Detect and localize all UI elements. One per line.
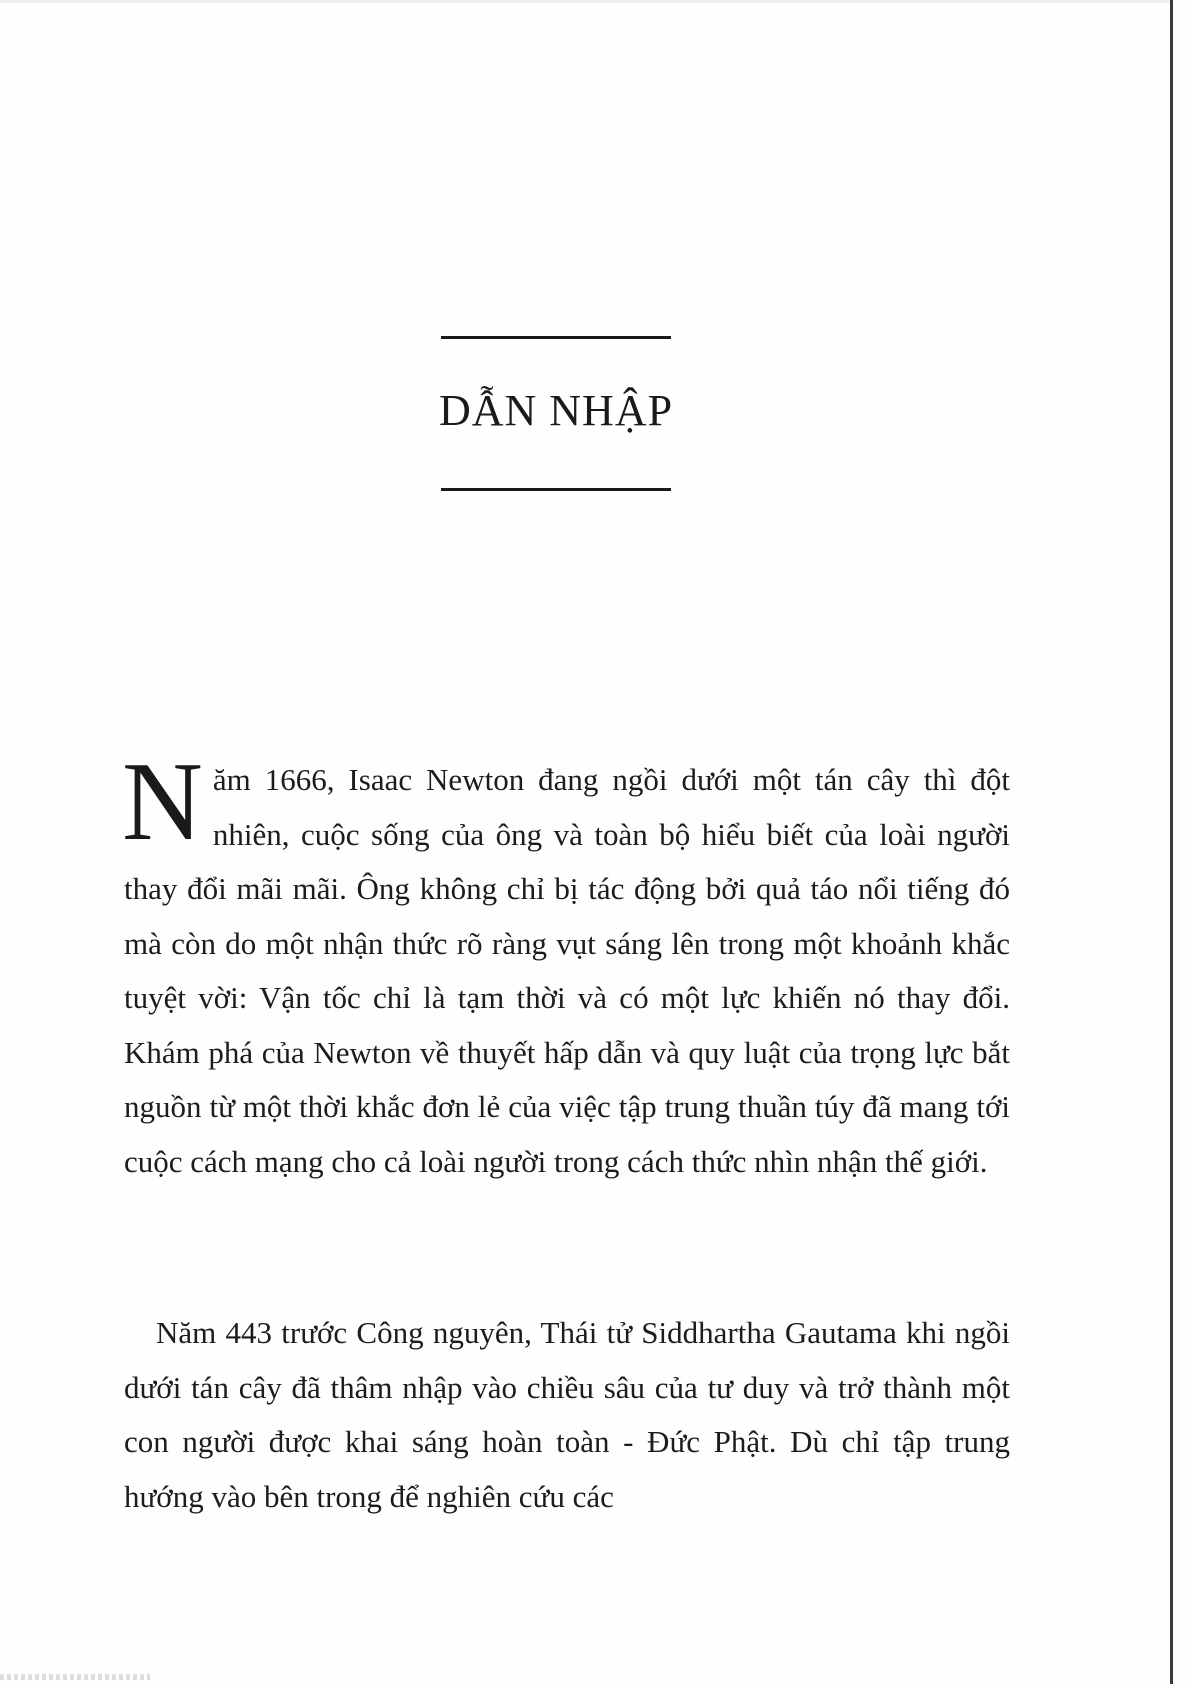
paragraph-2: Năm 443 trước Công nguyên, Thái tử Siddhartha Gautama khi ngồi dưới tán cây đã thâm nhập vào chiều sâu của tư duy và trở thành một con người được khai sáng hoàn toàn - Đức Phật. Dù chỉ tập trung hướng vào bên trong để nghiên cứu các [124,1315,1010,1514]
chapter-title: DẪN NHẬP [438,386,674,435]
paragraph-1 [122,740,1010,1189]
title-rule-top [441,336,671,339]
page-top-edge [0,0,1170,3]
page-right-edge [1170,0,1173,1684]
drop-cap: N [122,740,203,864]
paragraph-1-text: ăm 1666, Isaac Newton đang ngồi dưới một tán cây thì đột nhiên, cuộc sống của ông và toàn bộ hiểu biết của loài người thay đổi mãi mãi. Ông không chỉ bị tác động bởi quả táo nổi tiếng đó mà còn do một nhận thức rõ ràng vụt sáng lên trong một khoảnh khắc tuyệt vời: Vận tốc chỉ là tạm thời và có một lực khiến nó thay đổi. Khám phá của Newton về thuyết hấp dẫn và quy luật của trọng lực bắt nguồn từ một thời khắc đơn lẻ của việc tập trung thuần túy đã mang tới cuộc cách mạng cho cả loài người trong cách thức nhìn nhận thế giới. [124,762,1010,1179]
scan-smudge [0,1674,150,1680]
title-rule-bottom [441,488,671,491]
